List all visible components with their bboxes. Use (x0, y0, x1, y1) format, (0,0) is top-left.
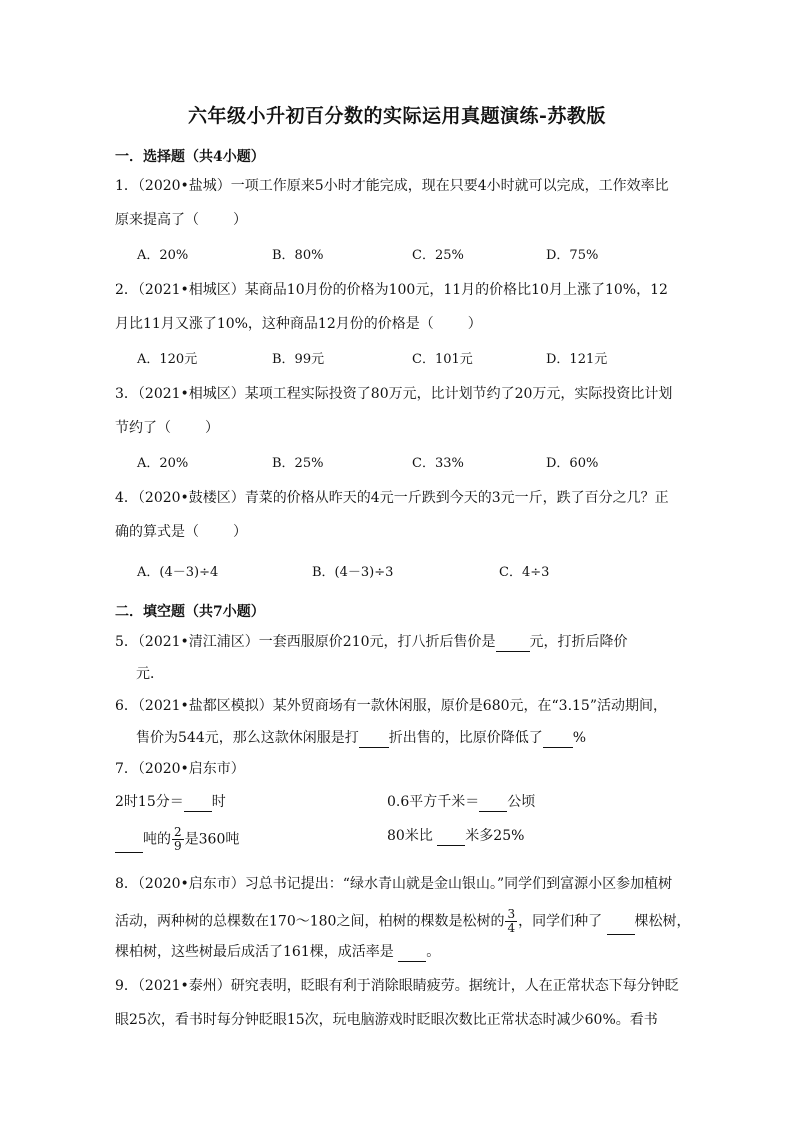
answer-blank (607, 918, 635, 935)
answer-blank (496, 635, 530, 652)
q8-line1: 8．（2020•启东市）习总书记提出：“绿水青山就是金山银山。”同学们到富源小区参加植树 (115, 876, 673, 892)
q4-paren-close: ） (233, 524, 247, 540)
q7-item-c (115, 826, 239, 853)
q1-paren-close: ） (233, 212, 247, 228)
fraction (172, 826, 184, 853)
q1-line2 (115, 210, 247, 230)
q1-option-b: B．80% (272, 248, 324, 263)
q8-stem-end: 。 (426, 944, 441, 960)
q5-line2 (136, 664, 164, 684)
q4-option-c: C．4÷3 (499, 565, 550, 580)
q1-stem-end: 原来提高了（ (115, 212, 199, 228)
q6-percent: % (572, 730, 587, 746)
q2-paren-close: ） (467, 316, 482, 332)
q7-c-text: 吨的 (143, 831, 171, 848)
q2-stem-end: 月比11月又涨了10%，这种商品12月份的价格是（ (115, 316, 434, 332)
q7-d-tail: 米多25% (465, 828, 525, 844)
q9-line2: 眼25次，看书时每分钟眨眼15次，玩电脑游戏时眨眼次数比正常状态时减少60%。看书 (115, 1012, 658, 1028)
section-heading-choice: 一．选择题（共4小题） (115, 149, 265, 165)
q7-item-d (387, 826, 524, 846)
q4-option-a: A．(4－3)÷4 (137, 565, 219, 580)
answer-blank (184, 795, 212, 812)
answer-blank (479, 795, 507, 812)
answer-blank (543, 731, 573, 748)
q7-item-b (387, 792, 535, 812)
q3-option-c: C．33% (412, 456, 464, 471)
answer-blank (398, 945, 426, 962)
fraction-denominator: 9 (174, 839, 182, 853)
q2-line1: 2．（2021•相城区）某商品10月份的价格为100元，11月的价格比10月上涨了10%，12 (115, 282, 668, 298)
q2-line2 (115, 314, 482, 334)
q9-line1: 9．（2021•泰州）研究表明，眨眼有利于消除眼睛疲劳。据统计，人在正常状态下每分钟眨 (115, 978, 679, 994)
q6-line2 (136, 728, 586, 748)
q8-line3 (115, 942, 440, 962)
q8-stem-unit: 棵松树， (634, 913, 691, 930)
fraction-numerator: 2 (174, 825, 182, 839)
q4-stem-end: 确的算式是（ (115, 524, 199, 540)
answer-blank (437, 829, 465, 846)
q8-line2 (115, 908, 691, 935)
q3-line2 (115, 418, 219, 438)
q8-stem-line3: 棵柏树，这些树最后成活了161棵，成活率是 (115, 944, 394, 960)
answer-blank (359, 731, 389, 748)
q7-a-text: 2时15分＝ (115, 794, 184, 810)
q3-option-a: A．20% (137, 456, 189, 471)
q6-line1: 6．（2021•盐都区模拟）某外贸商场有一款休闲服，原价是680元，在“3.15”活动期间， (115, 698, 668, 714)
q3-option-d: D．60% (546, 456, 599, 471)
q2-option-d: D．121元 (546, 352, 608, 367)
q3-option-b: B．25% (272, 456, 324, 471)
section-heading-fill: 二．填空题（共7小题） (115, 604, 265, 620)
q5-stem-cont: 元，打折后降价 (529, 634, 628, 650)
q7-d-text: 80米比 (387, 828, 433, 844)
q3-stem-end: 节约了（ (115, 420, 171, 436)
q5-line1 (115, 632, 628, 652)
q1-option-a: A．20% (137, 248, 189, 263)
q7-b-unit: 公顷 (507, 794, 536, 810)
q1-option-c: C．25% (412, 248, 464, 263)
q2-option-b: B．99元 (272, 352, 325, 367)
q4-line1: 4．（2020•鼓楼区）青菜的价格从昨天的4元一斤跌到今天的3元一斤，跌了百分之几？正 (115, 490, 669, 506)
q7-head: 7．（2020•启东市） (115, 761, 245, 777)
fraction-numerator: 3 (507, 907, 516, 921)
fraction-denominator: 4 (507, 921, 516, 935)
q2-option-a: A．120元 (137, 352, 198, 367)
q1-line1: 1．（2020•盐城）一项工作原来5小时才能完成，现在只要4小时就可以完成，工作效率比 (115, 178, 669, 194)
q5-stem: 5．（2021•清江浦区）一套西服原价210元，打八折后售价是 (115, 634, 496, 650)
q5-stem-end: 元． (136, 666, 164, 682)
q3-paren-close: ） (205, 420, 219, 436)
q6-stem-cont: 折出售的，比原价降低了 (388, 730, 543, 746)
q7-b-text: 0.6平方千米＝ (387, 794, 480, 810)
q7-a-unit: 时 (211, 794, 226, 810)
q4-option-b: B．(4－3)÷3 (312, 565, 394, 580)
q1-option-d: D．75% (546, 248, 599, 263)
q6-stem: 售价为544元，那么这款休闲服是打 (136, 730, 359, 746)
q2-option-c: C．101元 (412, 352, 473, 367)
answer-blank (115, 836, 143, 853)
q7-c-tail: 是360吨 (184, 831, 240, 848)
fraction (505, 908, 517, 935)
q7-item-a (115, 792, 226, 812)
q3-line1: 3．（2021•相城区）某项工程实际投资了80万元，比计划节约了20万元，实际投资比计划 (115, 386, 673, 402)
q8-stem: 活动，两种树的总棵数在170～180之间，柏树的棵数是松树的 (115, 913, 505, 930)
q8-stem-cont: ，同学们种了 (518, 913, 603, 930)
page-title: 六年级小升初百分数的实际运用真题演练-苏教版 (188, 105, 606, 127)
q4-line2 (115, 522, 247, 542)
